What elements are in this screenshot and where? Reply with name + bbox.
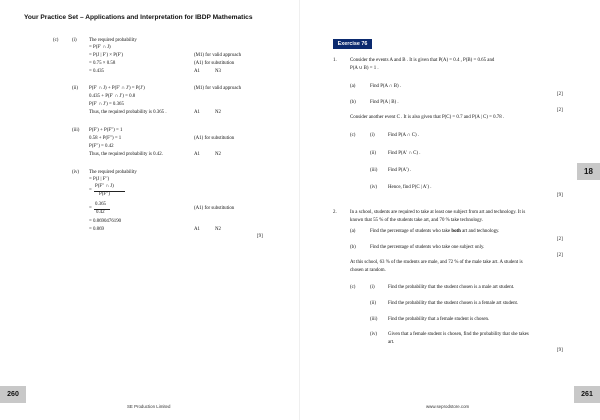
- i-line-4: = 0.75 × 0.58: [89, 61, 116, 66]
- q1-c-i-text: Find P(A ∩ C) .: [388, 133, 420, 138]
- iv-line-2: = P(J | F′′): [89, 177, 110, 182]
- iii-mark-2a: A1: [194, 152, 200, 157]
- footer-right-text: www.seprodstore.com: [426, 404, 470, 409]
- q2-b-marks: [2]: [557, 253, 563, 258]
- i-mark-1: (M1) for valid approach: [194, 53, 242, 58]
- iv-fraction-1-numerator: P(F′′ ∩ J): [95, 184, 114, 189]
- q1-intro-c: Consider another event C . It is also given that P(C) = 0.7 and P(A | C) = 0.78 .: [350, 115, 505, 120]
- iv-line-4: = 0.869: [89, 227, 104, 232]
- q1-stem-line-2: P(A ∪ B) = 1 .: [350, 66, 379, 71]
- footer-left-text: SE Production Limited: [127, 404, 171, 409]
- q1-c-iv-text: Hence, find P(C | A′) .: [388, 185, 432, 190]
- iv-fraction-1-denominator: P(F′′): [99, 192, 110, 197]
- exercise-badge: Exercise 76: [333, 39, 372, 49]
- q1-c-ii-text: Find P(A′ ∩ C) .: [388, 151, 421, 156]
- iii-line-2: 0.58 + P(F′′) = 1: [89, 136, 122, 141]
- q2-a-text-post: art and technology.: [460, 229, 500, 234]
- iv-fraction-2-denominator: 0.42: [96, 210, 105, 215]
- subpart-iv-label: (iv): [72, 170, 80, 175]
- q1-a-marks: [2]: [557, 92, 563, 97]
- q1-b-label: (b): [350, 100, 356, 105]
- q2-c-marks: [9]: [557, 348, 563, 353]
- iv-fraction-2-numerator: 0.365: [95, 202, 107, 207]
- q2-c-iv-text-line-2: art.: [388, 340, 395, 345]
- q1-a-text: Find P(A ∩ B) .: [370, 84, 402, 89]
- q2-c-ii-text: Find the probability that the student chosen is a female art student.: [388, 301, 519, 306]
- iii-line-1: P(F′) + P(F′′) = 1: [89, 128, 123, 133]
- ii-line-4: Thus, the required probability is 0.365 .: [89, 110, 167, 115]
- q2-c-ii-label: (ii): [370, 301, 376, 306]
- q1-c-iii-text: Find P(A′) .: [388, 168, 412, 173]
- q1-c-label: (c): [350, 133, 356, 138]
- ii-mark-2a: A1: [194, 110, 200, 115]
- iii-mark-2b: N2: [215, 152, 221, 157]
- q2-a-text-bold: both: [451, 229, 461, 234]
- q2-c-iii-text: Find the probability that a female student is chosen.: [388, 317, 490, 322]
- iv-mark-2a: A1: [194, 227, 200, 232]
- i-line-3: = P(J | F′) × P(F′): [89, 53, 124, 58]
- q2-c-iii-label: (iii): [370, 317, 378, 322]
- i-line-2: = P(F′ ∩ J): [89, 45, 111, 50]
- q1-b-marks: [2]: [557, 108, 563, 113]
- q1-stem-line-1: Consider the events A and B . It is given that P(A) = 0.4 , P(B) = 0.65 and: [350, 58, 495, 63]
- ii-line-2: 0.435 + P(F′ ∩ J′) = 0.8: [89, 94, 136, 99]
- q2-b-label: (b): [350, 245, 356, 250]
- iii-mark-1: (A1) for substitution: [194, 136, 235, 141]
- q2-a-text: [370, 229, 499, 235]
- q2-stem-line-2: known that 55 % of the students take art, and 70 % take technology.: [350, 218, 483, 223]
- q2-c-iv-label: (iv): [370, 332, 378, 337]
- iv-line-1: The required probability: [89, 170, 137, 175]
- q1-a-label: (a): [350, 84, 356, 89]
- q2-a-text-pre: Find the percentage of students who take: [370, 229, 452, 234]
- q1-c-iii-label: (iii): [370, 168, 378, 173]
- q2-c-i-text: Find the probability that the student chosen is a male art student.: [388, 285, 515, 290]
- iv-fraction-1-bar: [94, 191, 125, 192]
- iv-fraction-2-bar: [94, 209, 110, 210]
- iv-mark-2b: N2: [215, 227, 221, 232]
- part-c-label: (c): [53, 38, 59, 43]
- ii-line-3: P(F′ ∩ J′) = 0.365: [89, 102, 124, 107]
- iii-line-4: Thus, the required probability is 0.42.: [89, 152, 163, 157]
- q2-number: 2.: [333, 210, 337, 215]
- i-line-1: The required probability: [89, 38, 137, 43]
- i-mark-3a: A1: [194, 69, 200, 74]
- q1-b-text: Find P(A | B) .: [370, 100, 399, 105]
- iv-mark-1: (A1) for substitution: [194, 206, 235, 211]
- iv-line-3: = 0.8690476190: [89, 219, 122, 224]
- left-page-number: 260: [0, 386, 26, 403]
- q1-c-iv-label: (iv): [370, 185, 378, 190]
- right-page-number: 261: [574, 386, 600, 403]
- q1-number: 1.: [333, 58, 337, 63]
- iii-line-3: P(F′′) = 0.42: [89, 144, 114, 149]
- q1-c-i-label: (i): [370, 133, 375, 138]
- page-header-title: Your Practice Set – Applications and Interpretation for IBDP Mathematics: [24, 14, 253, 21]
- q2-c-i-label: (i): [370, 285, 375, 290]
- q2-c-label: (c): [350, 285, 356, 290]
- ii-line-1: P(F′ ∩ J) + P(F′ ∩ J′) = P(J′): [89, 86, 145, 91]
- q2-b-text: Find the percentage of students who take one subject only.: [370, 245, 485, 250]
- i-line-5: = 0.435: [89, 69, 104, 74]
- q2-c-iv-text-line-1: Given that a female student is chosen, find the probability that she takes: [388, 332, 529, 337]
- i-mark-3b: N3: [215, 69, 221, 74]
- subpart-iii-label: (iii): [72, 128, 80, 133]
- i-mark-2: (A1) for substitution: [194, 61, 235, 66]
- ii-mark-2b: N2: [215, 110, 221, 115]
- subpart-i-label: (i): [72, 38, 77, 43]
- q2-intro-line-2: chosen at random.: [350, 268, 386, 273]
- q2-intro-line-1: At this school, 63 % of the students are male, and 72 % of the male take art. A student is: [350, 260, 523, 265]
- page-gutter: [299, 0, 300, 420]
- iv-fraction-1-equals: =: [89, 188, 92, 193]
- q1-c-ii-label: (ii): [370, 151, 376, 156]
- q2-a-marks: [2]: [557, 237, 563, 242]
- subpart-ii-label: (ii): [72, 86, 78, 91]
- chapter-tab: 18: [577, 163, 600, 180]
- ii-mark-1: (M1) for valid approach: [194, 86, 242, 91]
- iv-fraction-2-equals: =: [89, 206, 92, 211]
- q2-a-label: (a): [350, 229, 356, 234]
- iv-total-marks: [9]: [257, 234, 263, 239]
- q1-c-marks: [9]: [557, 193, 563, 198]
- q2-stem-line-1: In a school, students are required to take at least one subject from art and technology. It is: [350, 210, 526, 215]
